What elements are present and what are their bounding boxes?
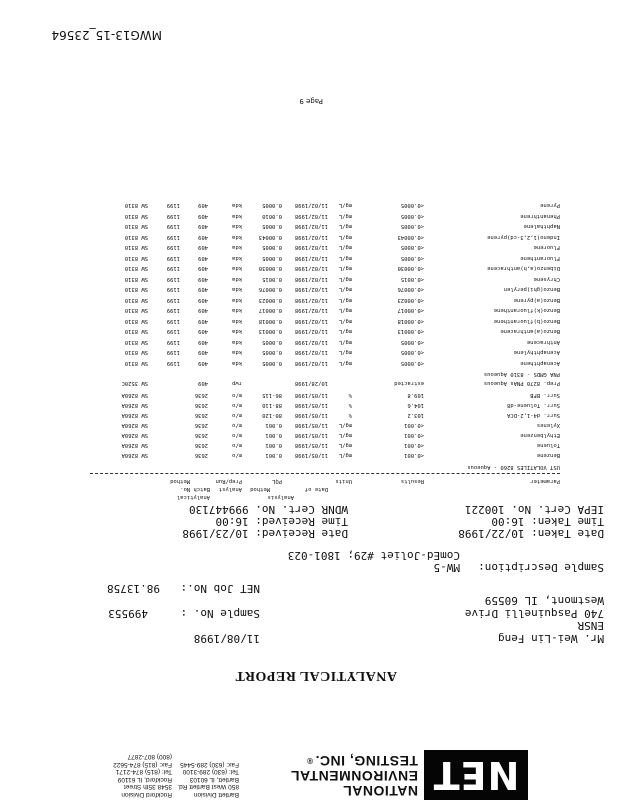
cell-prep-batch: 409 <box>198 276 208 282</box>
cell-units: mg/L <box>338 276 352 282</box>
division-line: 3548 35th Street <box>123 783 172 791</box>
cell-method: SW 8260A <box>121 452 148 458</box>
prep-analyst: rwp <box>232 380 242 386</box>
cell-pql: 80-120 <box>262 412 282 418</box>
cell-date: 11/02/1998 <box>294 318 328 324</box>
cell-result: <0.0005 <box>400 360 424 366</box>
cell-parameter: Chrysene <box>533 276 560 282</box>
cell-analyst: m/o <box>232 392 242 398</box>
division-line: (800) 807-2877 <box>127 753 172 761</box>
cell-analyst: kda <box>232 234 242 240</box>
cell-run-batch: 1199 <box>166 234 180 240</box>
cell-parameter: Fluoranthene <box>520 255 560 261</box>
cell-units: mg/L <box>338 432 352 438</box>
cell-prep-batch: 409 <box>198 339 208 345</box>
net-job-no: 98.13758 <box>107 582 160 595</box>
table-row <box>90 200 560 209</box>
cell-prep-batch: 409 <box>198 202 208 209</box>
header-analysis: Analysis <box>267 494 294 500</box>
cell-run-batch: 1199 <box>166 223 180 230</box>
cell-result: <0.001 <box>404 452 424 458</box>
cell-run-batch: 1199 <box>166 339 180 345</box>
prep-line: Prep. 8270 PNAs Aqueous <box>483 380 560 386</box>
cell-parameter: Acenaphthene <box>520 360 560 366</box>
cell-pql: 0.00013 <box>258 328 282 335</box>
cell-parameter: Naphthalene <box>523 223 560 230</box>
time-taken: Time Taken: 16:00 <box>491 515 604 528</box>
cell-parameter: Acenaphthylene <box>513 349 560 356</box>
cell-parameter: Surr. BFB <box>530 392 560 398</box>
sample-description-label: Sample Description: <box>478 561 604 574</box>
cell-prep-batch: 409 <box>198 297 208 303</box>
cell-units: % <box>348 402 352 408</box>
table-row <box>90 242 560 251</box>
cell-units: mg/L <box>338 307 352 314</box>
cell-result: <0.0005 <box>400 244 424 251</box>
cell-batch: 2636 <box>194 412 208 418</box>
cell-analyst: kda <box>232 307 242 314</box>
cell-date: 11/02/1998 <box>294 328 328 335</box>
prep-batch: 409 <box>198 380 208 386</box>
cell-method: SW 8310 <box>124 223 148 230</box>
cell-method: SW 8310 <box>124 297 148 303</box>
date-received: Date Received: 10/23/1998 <box>182 527 348 540</box>
cell-parameter: Pyrene <box>540 202 560 209</box>
page-number: Page 9 <box>299 97 323 105</box>
cell-method: SW 8260A <box>121 442 148 448</box>
report-date: 11/08/1998 <box>193 632 260 645</box>
cell-analyst: m/o <box>232 402 242 408</box>
cell-date: 11/02/1998 <box>294 202 328 209</box>
cell-method: SW 8310 <box>124 307 148 314</box>
header-analyst: Analyst <box>218 486 242 492</box>
cell-analyst: kda <box>232 213 242 219</box>
cell-result: <0.0005 <box>400 349 424 356</box>
cell-pql: 0.0005 <box>262 255 282 261</box>
section-voc-title: UST VOLATILES 8260 - Aqueous <box>467 464 560 470</box>
cell-parameter: Benzo(a)pyrene <box>513 297 560 303</box>
cell-pql: 0.0015 <box>262 276 282 282</box>
cell-analyst: kda <box>232 318 242 324</box>
cell-parameter: Xylenes <box>536 422 560 428</box>
cell-units: mg/L <box>338 328 352 335</box>
cell-date: 11/02/1998 <box>294 213 328 219</box>
header-method: Method <box>250 486 270 492</box>
cell-batch: 2636 <box>194 452 208 458</box>
cell-method: SW 8310 <box>124 234 148 240</box>
cell-analyst: m/o <box>232 432 242 438</box>
cell-prep-batch: 409 <box>198 223 208 230</box>
cell-batch: 2636 <box>194 422 208 428</box>
cell-units: mg/L <box>338 349 352 356</box>
date-taken: Date Taken: 10/22/1998 <box>458 527 604 540</box>
cell-units: mg/L <box>338 286 352 293</box>
cell-prep-batch: 409 <box>198 213 208 219</box>
cell-prep-batch: 409 <box>198 318 208 324</box>
cell-method: SW 8260A <box>121 402 148 408</box>
cell-result: <0.0005 <box>400 255 424 261</box>
cell-date: 11/02/1998 <box>294 265 328 272</box>
cell-method: SW 8310 <box>124 360 148 366</box>
division-line: Rockford, IL 61109 <box>117 776 172 783</box>
cell-date: 11/02/1998 <box>294 223 328 230</box>
cell-prep-batch: 409 <box>198 307 208 314</box>
cell-date: 11/05/1998 <box>294 422 328 428</box>
cell-date: 11/02/1998 <box>294 339 328 345</box>
cell-method: SW 8260A <box>121 412 148 418</box>
cell-prep-batch: 409 <box>198 349 208 356</box>
cell-date: 11/02/1998 <box>294 297 328 303</box>
division-line: Tel: (630) 289-3100 <box>182 768 239 776</box>
cell-units: mg/L <box>338 213 352 219</box>
cell-date: 11/05/1998 <box>294 402 328 408</box>
cell-analyst: m/o <box>232 422 242 428</box>
cell-analyst: kda <box>232 328 242 335</box>
cell-batch: 2636 <box>194 442 208 448</box>
table-row <box>90 439 560 448</box>
header-pql: PQL <box>272 478 282 484</box>
cell-units: % <box>348 412 352 418</box>
table-row <box>90 326 560 335</box>
header-divider <box>90 473 560 474</box>
cell-method: SW 8310 <box>124 328 148 335</box>
cell-result: <0.00017 <box>397 307 424 314</box>
cell-pql: 0.00018 <box>258 318 282 324</box>
cell-pql: 0.00043 <box>258 234 282 240</box>
sample-description-detail: ComEd-Joliet #29; 1801-023 <box>287 549 460 562</box>
cell-analyst: kda <box>232 265 242 272</box>
division-line: Fax: (815) 874-5622 <box>113 761 172 768</box>
cell-pql: 0.00030 <box>258 265 282 272</box>
cell-parameter: Benzene <box>536 452 560 458</box>
cell-units: mg/L <box>338 360 352 366</box>
net-job-label: NET Job No.: <box>180 582 260 595</box>
net-logo-text: NET <box>432 753 520 797</box>
cell-units: mg/L <box>338 297 352 303</box>
cell-pql: 88-110 <box>262 402 282 408</box>
cell-run-batch: 1199 <box>166 265 180 272</box>
cell-parameter: Toluene <box>536 442 560 448</box>
cell-batch: 2636 <box>194 392 208 398</box>
iepa-cert: IEPA Cert. No. 100221 <box>464 503 604 516</box>
cell-run-batch: 1199 <box>166 276 180 282</box>
cell-run-batch: 1199 <box>166 349 180 356</box>
header-units: Units <box>335 478 352 484</box>
cell-prep-batch: 409 <box>198 244 208 251</box>
cell-pql: 0.001 <box>265 452 282 458</box>
header-results: Results <box>400 478 424 484</box>
cell-pql: 0.0010 <box>262 213 282 219</box>
cell-analyst: kda <box>232 223 242 230</box>
division-line: Bartlett Division <box>193 791 239 798</box>
cell-method: SW 8310 <box>124 276 148 282</box>
cell-units: mg/L <box>338 422 352 428</box>
cell-run-batch: 1199 <box>166 328 180 335</box>
cell-result: <0.00023 <box>397 297 424 303</box>
table-row <box>90 315 560 324</box>
cell-result: <0.00013 <box>397 328 424 335</box>
cell-method: SW 8310 <box>124 265 148 272</box>
cell-result: <0.00076 <box>397 286 424 293</box>
division-line: 850 West Bartlett Rd. <box>177 783 239 791</box>
table-row <box>90 429 560 438</box>
cell-pql: 0.00017 <box>258 307 282 314</box>
cell-pql: 0.001 <box>265 442 282 448</box>
sample-description-value: MW-5 <box>433 561 460 574</box>
cell-prep-batch: 409 <box>198 286 208 293</box>
table-row <box>90 409 560 418</box>
cell-run-batch: 1199 <box>166 318 180 324</box>
cell-method: SW 8310 <box>124 213 148 219</box>
table-row <box>90 231 560 240</box>
cell-units: mg/L <box>338 223 352 230</box>
cell-prep-batch: 409 <box>198 328 208 335</box>
cell-units: % <box>348 392 352 398</box>
cell-result: <0.001 <box>404 422 424 428</box>
registered-mark-icon: ® <box>306 756 314 765</box>
prep-date: 10/28/1998 <box>294 380 328 386</box>
cell-units: mg/L <box>338 265 352 272</box>
bartlett-division-block <box>177 761 239 799</box>
cell-run-batch: 1199 <box>166 307 180 314</box>
prep-reference: SW 3520C <box>121 380 148 386</box>
header-batch-no: Batch No. <box>180 486 210 492</box>
cell-result: <0.0005 <box>400 213 424 219</box>
cell-date: 11/02/1998 <box>294 349 328 356</box>
cell-parameter: Surr. d4-1,2-DCA <box>507 412 560 418</box>
cell-result: <0.0005 <box>400 223 424 230</box>
sample-no-label: Sample No. : <box>180 607 260 620</box>
cell-units: mg/L <box>338 318 352 324</box>
net-logo <box>424 750 528 800</box>
table-row <box>90 273 560 282</box>
prep-method: extracted <box>394 380 424 386</box>
cell-pql: 0.0005 <box>262 202 282 209</box>
wdnr-cert: WDNR Cert. No. 999447130 <box>189 503 348 516</box>
cell-analyst: kda <box>232 339 242 345</box>
cell-method: SW 8310 <box>124 349 148 356</box>
results-table <box>90 130 560 500</box>
cell-analyst: kda <box>232 286 242 293</box>
city-address: Westmont, IL 60559 <box>484 594 604 607</box>
cell-analyst: kda <box>232 202 242 209</box>
cell-analyst: m/o <box>232 412 242 418</box>
cell-pql: 86-115 <box>262 392 282 398</box>
cell-run-batch: 1199 <box>166 255 180 261</box>
table-row <box>90 210 560 219</box>
cell-parameter: Benzo(k)fluoranthene <box>493 307 560 314</box>
cell-analyst: kda <box>232 244 242 251</box>
cell-date: 11/02/1998 <box>294 360 328 366</box>
cell-run-batch: 1199 <box>166 286 180 293</box>
header-parameter: Parameter <box>530 478 560 484</box>
cell-units: mg/L <box>338 202 352 209</box>
cell-parameter: Indeno(1,2,3-cd)pyrene <box>487 234 560 240</box>
cell-method: SW 8260A <box>121 422 148 428</box>
cell-run-batch: 1199 <box>166 297 180 303</box>
cell-date: 11/05/1998 <box>294 412 328 418</box>
company-line-2: ENVIRONMENTAL <box>290 768 418 784</box>
header-analytical: Analytical <box>176 494 210 500</box>
cell-prep-batch: 409 <box>198 234 208 240</box>
cell-units: mg/L <box>338 234 352 240</box>
cell-result: <0.0005 <box>400 339 424 345</box>
cell-pql: 0.00076 <box>258 286 282 293</box>
cell-method: SW 8310 <box>124 244 148 251</box>
cell-result: <0.0005 <box>400 202 424 209</box>
cell-date: 11/05/1998 <box>294 452 328 458</box>
cell-pql: 0.0005 <box>262 339 282 345</box>
cell-date: 11/02/1998 <box>294 255 328 261</box>
cell-parameter: Fluorene <box>533 244 560 251</box>
cell-method: SW 8260A <box>121 432 148 438</box>
cell-parameter: Surr. Toluene-d8 <box>507 402 560 408</box>
cell-pql: 0.0005 <box>262 244 282 251</box>
header-method-ref: Method <box>170 478 190 484</box>
cell-batch: 2636 <box>194 432 208 438</box>
cell-result: <0.0015 <box>400 276 424 282</box>
cell-result: <0.001 <box>404 442 424 448</box>
table-row <box>90 221 560 230</box>
cell-parameter: Benzo(ghi)perylen <box>503 286 560 293</box>
cell-result: 104.6 <box>407 402 424 408</box>
company-name <box>290 753 418 798</box>
sample-no: 499553 <box>108 607 148 620</box>
cell-result: 103.2 <box>407 412 424 418</box>
cell-units: mg/L <box>338 339 352 345</box>
cell-method: SW 8310 <box>124 318 148 324</box>
rockford-division-block <box>113 753 172 798</box>
cell-prep-batch: 409 <box>198 360 208 366</box>
cell-date: 11/02/1998 <box>294 234 328 240</box>
cell-pql: 0.001 <box>265 422 282 428</box>
street-address: 740 Pasquinelli Drive <box>464 607 604 620</box>
cell-run-batch: 1199 <box>166 244 180 251</box>
cell-method: SW 8310 <box>124 255 148 261</box>
cell-pql: 0.0005 <box>262 349 282 356</box>
cell-run-batch: 1199 <box>166 360 180 366</box>
cell-analyst: kda <box>232 297 242 303</box>
cell-parameter: Benzo(b)fluoranthene <box>493 318 560 324</box>
cell-method: SW 8260A <box>121 392 148 398</box>
division-line: Rockford Division <box>121 791 172 798</box>
cell-units: mg/L <box>338 442 352 448</box>
cell-pql: 0.0005 <box>262 360 282 366</box>
cell-run-batch: 1199 <box>166 202 180 209</box>
table-row <box>90 449 560 458</box>
cell-analyst: m/o <box>232 442 242 448</box>
table-row <box>90 399 560 408</box>
division-line: Tel: (815) 874-2171 <box>115 768 172 776</box>
table-row <box>90 263 560 272</box>
cell-date: 11/05/1998 <box>294 442 328 448</box>
cell-parameter: Benzo(a)anthracene <box>500 328 560 335</box>
cell-result: <0.00018 <box>397 318 424 324</box>
cell-pql: 0.001 <box>265 432 282 438</box>
table-row <box>90 347 560 356</box>
cell-result: 109.8 <box>407 392 424 398</box>
division-line: Bartlett, IL 60103 <box>189 776 239 783</box>
cell-parameter: Phenanthrene <box>520 213 560 219</box>
cell-units: mg/L <box>338 255 352 261</box>
table-row <box>90 252 560 261</box>
company-line-1: NATIONAL <box>342 783 418 799</box>
table-row <box>90 336 560 345</box>
cell-date: 11/05/1998 <box>294 392 328 398</box>
cell-method: SW 8310 <box>124 202 148 209</box>
cell-prep-batch: 409 <box>198 255 208 261</box>
cell-units: mg/L <box>338 452 352 458</box>
organization: ENSR <box>577 619 604 632</box>
cell-batch: 2636 <box>194 402 208 408</box>
table-row <box>90 284 560 293</box>
table-row <box>90 357 560 366</box>
time-received: Time Received: 16:00 <box>215 515 348 528</box>
cell-method: SW 8310 <box>124 286 148 293</box>
cell-pql: 0.00023 <box>258 297 282 303</box>
table-row <box>90 389 560 398</box>
cell-analyst: kda <box>232 349 242 356</box>
cell-parameter: Dibenzo(a,h)anthracene <box>487 265 560 272</box>
cell-run-batch: 1199 <box>166 213 180 219</box>
report-title: ANALYTICAL REPORT <box>235 668 397 683</box>
cell-parameter: Ethylbenzene <box>520 432 560 438</box>
cell-date: 11/02/1998 <box>294 244 328 251</box>
cell-result: <0.00043 <box>397 234 424 240</box>
cell-units: mg/L <box>338 244 352 251</box>
cell-date: 11/05/1998 <box>294 432 328 438</box>
document-id: MWG13-15_23564 <box>51 28 162 42</box>
addressee: Mr. Wei-Lin Feng <box>498 632 604 645</box>
cell-result: <0.001 <box>404 432 424 438</box>
cell-pql: 0.0005 <box>262 223 282 230</box>
cell-date: 11/02/1998 <box>294 276 328 282</box>
table-row <box>90 294 560 303</box>
header-date-of: Date of <box>304 486 328 492</box>
division-line: Fax: (630) 289-5445 <box>180 761 239 768</box>
header-prep-run: Prep/Run <box>215 478 242 484</box>
table-row <box>90 419 560 428</box>
cell-date: 11/02/1998 <box>294 286 328 293</box>
cell-analyst: m/o <box>232 452 242 458</box>
cell-method: SW 8310 <box>124 339 148 345</box>
table-row <box>90 305 560 314</box>
cell-result: <0.00030 <box>397 265 424 272</box>
cell-prep-batch: 409 <box>198 265 208 272</box>
cell-analyst: kda <box>232 276 242 282</box>
cell-parameter: Anthracene <box>526 339 560 345</box>
cell-analyst: kda <box>232 255 242 261</box>
section-pna-title: PNA GMDS - 8310 Aqueous <box>483 371 560 377</box>
cell-date: 11/02/1998 <box>294 307 328 314</box>
company-line-3: TESTING, INC. <box>315 753 418 769</box>
cell-analyst: kda <box>232 360 242 366</box>
